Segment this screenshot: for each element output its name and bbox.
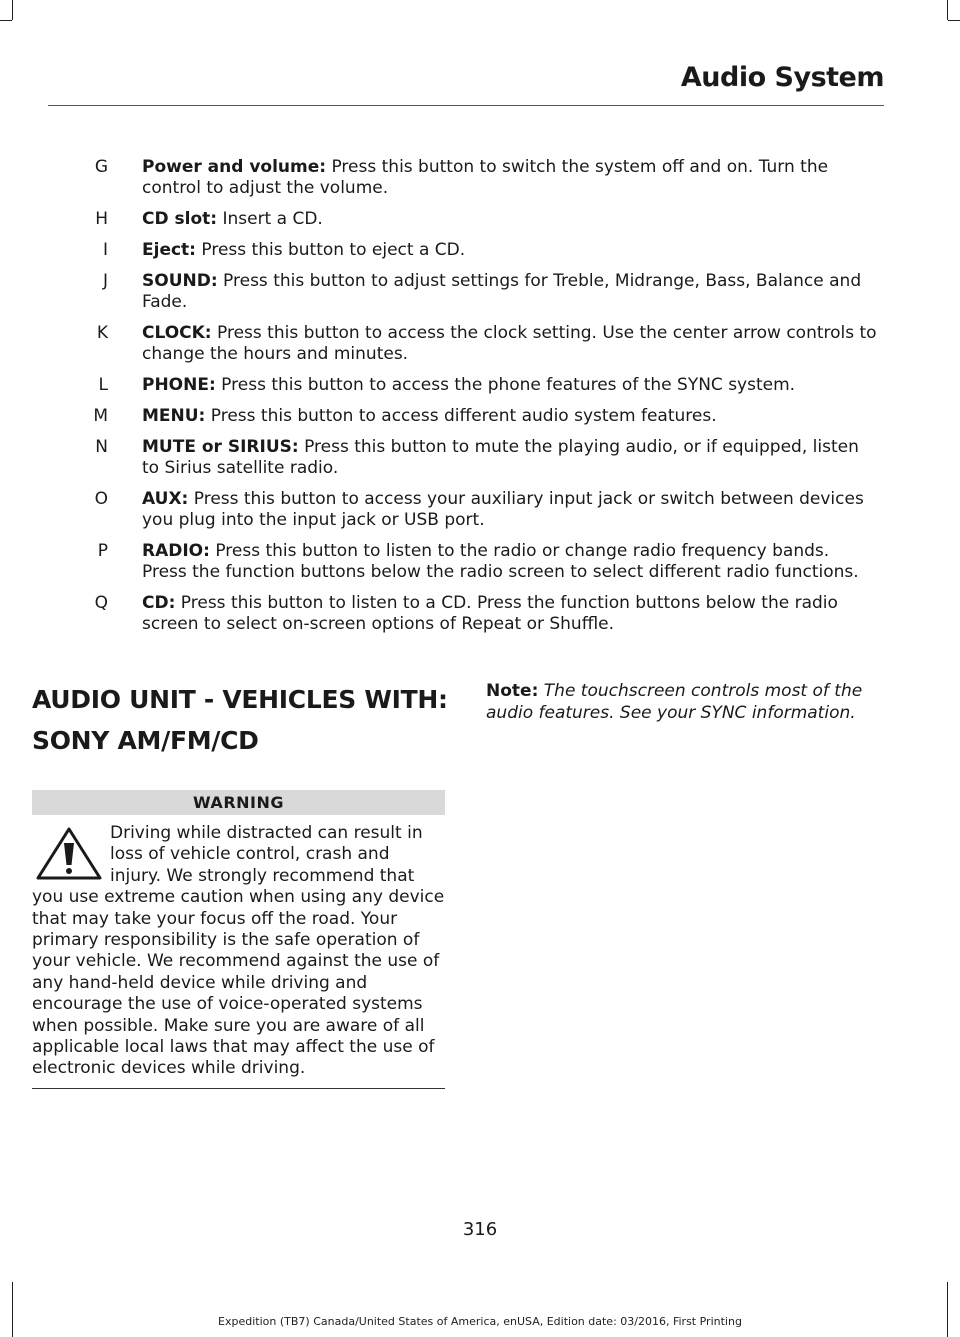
item-description: Insert a CD.: [217, 209, 323, 229]
warning-body: [32, 823, 445, 1080]
item-term: CD slot:: [142, 209, 218, 229]
item-term: MENU:: [142, 406, 206, 426]
crop-mark: [947, 1282, 948, 1337]
footer-edition-text: Expedition (TB7) Canada/United States of America, enUSA, Edition date: 03/2016, First Printing: [218, 1315, 742, 1328]
warning-text: Driving while distracted can result in loss of vehicle control, crash and injury. We strongly recommend that you use extreme caution when using any device that may take your focus off the road. Your primary responsibility is the safe operation of your vehicle. We recommend against the use of any hand-held device while driving and encourage the use of voice-operated systems when possible. Make sure you are aware of all applicable local laws that may affect the use of electronic devices while driving.: [32, 823, 445, 1079]
note-label: Note:: [486, 681, 539, 701]
item-letter: I: [102, 240, 108, 260]
item-letter: L: [98, 375, 108, 395]
item-term: Eject:: [142, 240, 196, 260]
warning-triangle-icon: [32, 823, 106, 883]
item-description: Press this button to switch the system off and on. Turn the control to adjust the volume.: [142, 157, 829, 198]
item-letter: H: [95, 209, 108, 229]
list-item: [82, 593, 878, 635]
item-letter: P: [97, 541, 108, 561]
item-term: AUX:: [142, 489, 189, 509]
list-item: [82, 209, 878, 230]
warning-rule: [32, 1088, 445, 1089]
warning-box: [32, 790, 445, 1089]
list-item: [82, 375, 878, 396]
item-term: PHONE:: [142, 375, 216, 395]
item-description: Press this button to mute the playing audio, or if equipped, listen to Sirius satellite radio.: [142, 437, 859, 478]
item-term: MUTE or SIRIUS:: [142, 437, 299, 457]
item-description: Press this button to access the clock setting. Use the center arrow controls to change the hours and minutes.: [142, 323, 877, 364]
item-term: CLOCK:: [142, 323, 212, 343]
item-description: Press this button to access different audio system features.: [205, 406, 717, 426]
note: [486, 681, 866, 724]
item-letter: N: [95, 437, 108, 457]
item-description: Press this button to adjust settings for Treble, Midrange, Bass, Balance and Fade.: [142, 271, 862, 312]
item-letter: Q: [94, 593, 108, 613]
page-number: 316: [462, 1219, 498, 1240]
list-item: [82, 489, 878, 531]
section-heading: [32, 684, 452, 766]
crop-mark: [0, 20, 12, 21]
item-description: Press this button to listen to the radio or change radio frequency bands. Press the function buttons below the radio screen to select different radio functions.: [142, 541, 859, 582]
item-description: Press this button to eject a CD.: [195, 240, 466, 260]
header-rule: [48, 105, 884, 106]
item-letter: K: [96, 323, 108, 343]
section-heading-line: AUDIO UNIT - VEHICLES WITH:: [32, 685, 448, 714]
list-item: [82, 157, 878, 199]
list-item: [82, 323, 878, 365]
page-header-title: Audio System: [680, 62, 884, 93]
crop-mark: [948, 20, 960, 21]
crop-mark: [947, 0, 948, 20]
item-description: Press this button to access the phone features of the SYNC system.: [215, 375, 796, 395]
item-letter: J: [102, 271, 108, 291]
item-description: Press this button to listen to a CD. Press the function buttons below the radio screen to select on-screen options of Repeat or Shuffle.: [142, 593, 838, 634]
item-letter: M: [93, 406, 108, 426]
item-letter: G: [94, 157, 108, 177]
warning-title: WARNING: [32, 790, 445, 815]
list-item: [82, 271, 878, 313]
item-term: SOUND:: [142, 271, 218, 291]
item-description: Press this button to access your auxiliary input jack or switch between devices you plug into the input jack or USB port.: [142, 489, 864, 530]
list-item: [82, 406, 878, 427]
item-letter: O: [94, 489, 108, 509]
item-term: CD:: [142, 593, 176, 613]
list-item: [82, 240, 878, 261]
crop-mark: [12, 1282, 13, 1337]
note-text: The touchscreen controls most of the audio features. See your SYNC information.: [486, 681, 863, 723]
list-item: [82, 437, 878, 479]
list-item: [82, 541, 878, 583]
section-heading-line: SONY AM/FM/CD: [32, 726, 259, 755]
button-description-list: [82, 157, 878, 645]
item-term: Power and volume:: [142, 157, 327, 177]
item-term: RADIO:: [142, 541, 210, 561]
crop-mark: [12, 0, 13, 20]
